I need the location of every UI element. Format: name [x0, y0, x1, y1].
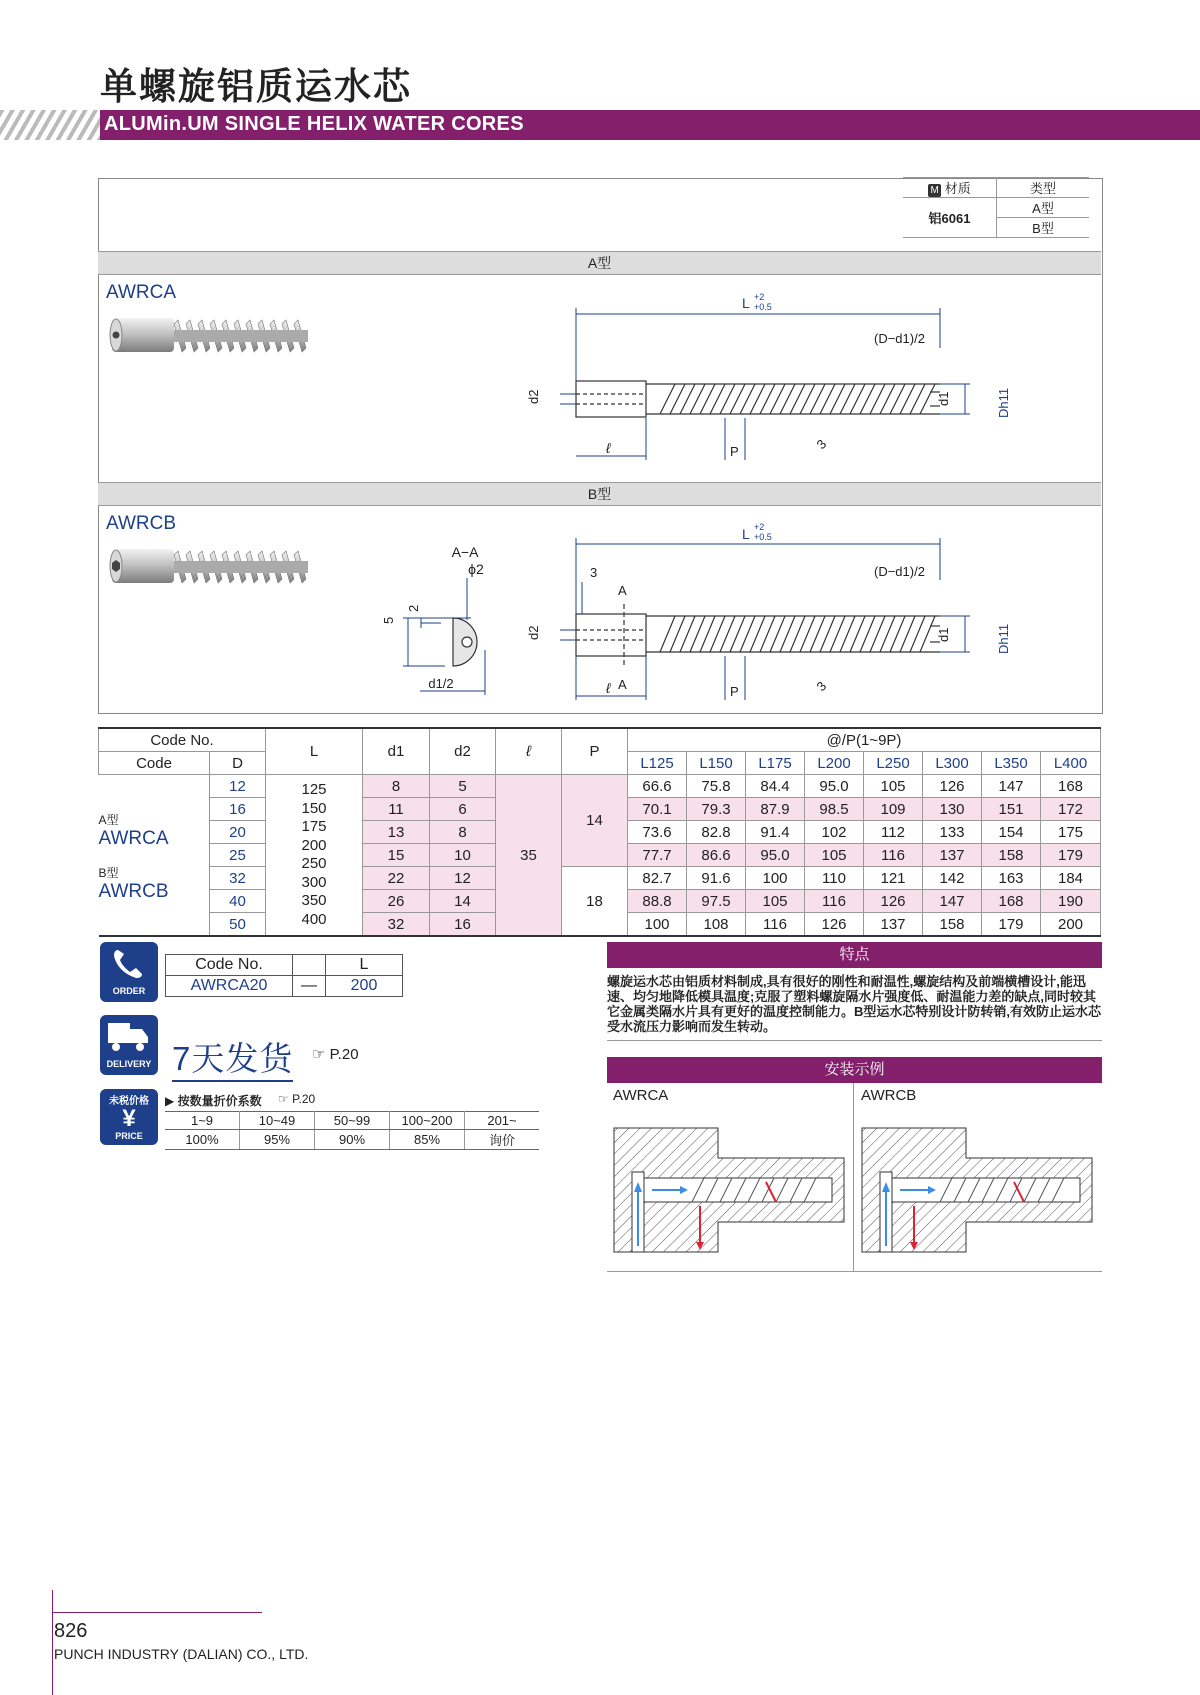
cell-price: 175 — [1041, 821, 1101, 844]
cell-d2: 6 — [430, 798, 496, 821]
cell-d2: 5 — [430, 775, 496, 798]
cell-price: 158 — [923, 913, 982, 937]
features-divider — [607, 1040, 1102, 1041]
th-L: L — [266, 728, 363, 775]
svg-text:+2: +2 — [754, 522, 765, 532]
delivery-ref: ☞ P.20 — [312, 1046, 359, 1063]
dim-b-P: P — [730, 684, 739, 699]
cell-D: 25 — [210, 844, 266, 867]
cell-price: 190 — [1041, 890, 1101, 913]
cell-price: 121 — [864, 867, 923, 890]
cell-price: 84.4 — [746, 775, 805, 798]
rate-cell: 90% — [315, 1130, 390, 1150]
cell-d1: 22 — [363, 867, 430, 890]
cell-price: 200 — [1041, 913, 1101, 937]
dim-b-d1: d1 — [936, 627, 951, 642]
features-header: 特点 — [607, 942, 1102, 968]
th-d1: d1 — [363, 728, 430, 775]
material-table — [903, 177, 1089, 238]
cell-D: 16 — [210, 798, 266, 821]
qty-cell: 100~200 — [390, 1112, 465, 1130]
cell-price: 116 — [746, 913, 805, 937]
truck-icon — [100, 1015, 158, 1057]
rate-cell: 询价 — [465, 1130, 540, 1150]
cell-price: 105 — [864, 775, 923, 798]
cell-price: 158 — [982, 844, 1041, 867]
cell-price: 79.3 — [687, 798, 746, 821]
cell-d2: 10 — [430, 844, 496, 867]
svg-text:+2: +2 — [754, 292, 765, 302]
material-badge: M — [928, 184, 941, 197]
delivery-icon: DELIVERY — [100, 1015, 158, 1075]
th-price-col: L175 — [746, 752, 805, 775]
banner-stripes — [0, 110, 100, 140]
order-L-value: 200 — [326, 976, 403, 997]
cell-price: 126 — [923, 775, 982, 798]
dim-b-d2: d2 — [526, 625, 541, 640]
code-cell: A型 AWRCA B型 AWRCB — [99, 775, 210, 937]
install-bottom-line — [607, 1271, 1102, 1272]
cell-price: 95.0 — [805, 775, 864, 798]
page-number: 826 — [54, 1620, 88, 1642]
dim-b-3b: 3 — [813, 678, 830, 695]
cell-d2: 12 — [430, 867, 496, 890]
cell-D: 20 — [210, 821, 266, 844]
svg-text:+0.5: +0.5 — [754, 302, 772, 312]
cell-d2: 14 — [430, 890, 496, 913]
cell-price: 86.6 — [687, 844, 746, 867]
dim-a-d1: d1 — [936, 391, 951, 406]
spec-table — [98, 727, 1101, 937]
cell-price: 91.4 — [746, 821, 805, 844]
cell-price: 147 — [982, 775, 1041, 798]
cell-price: 95.0 — [746, 844, 805, 867]
cell-d1: 8 — [363, 775, 430, 798]
material-header: M 材质 — [903, 178, 997, 198]
cell-P-14: 14 — [562, 775, 628, 867]
price-icon: 未税价格 ¥ PRICE — [100, 1089, 158, 1145]
delivery-days: 7天发货 — [172, 1033, 293, 1082]
price-discount-table — [165, 1111, 539, 1150]
cell-d1: 11 — [363, 798, 430, 821]
cell-price: 133 — [923, 821, 982, 844]
cell-price: 147 — [923, 890, 982, 913]
cell-d1: 32 — [363, 913, 430, 937]
drawing-a — [520, 288, 1025, 468]
series-b-label: AWRCB — [106, 513, 177, 534]
th-code-no: Code No. — [99, 728, 266, 752]
cell-price: 130 — [923, 798, 982, 821]
type-header: 类型 — [997, 178, 1090, 198]
dim-b-A-top: A — [618, 583, 627, 598]
cell-price: 151 — [982, 798, 1041, 821]
cell-price: 66.6 — [628, 775, 687, 798]
L-values-cell: 125 150 175 200 250 300 350 400 — [266, 775, 363, 937]
cell-price: 168 — [1041, 775, 1101, 798]
cell-price: 179 — [982, 913, 1041, 937]
price-ref: ☞ P.20 — [278, 1092, 316, 1106]
cell-d2: 8 — [430, 821, 496, 844]
cell-price: 100 — [746, 867, 805, 890]
cell-price: 102 — [805, 821, 864, 844]
cell-price: 137 — [923, 844, 982, 867]
dim-a-P: P — [730, 444, 739, 459]
cell-price: 179 — [1041, 844, 1101, 867]
cell-price: 116 — [805, 890, 864, 913]
dim-a-D: Dh11 — [996, 387, 1011, 418]
drawing-b — [520, 520, 1025, 710]
cell-price: 98.5 — [805, 798, 864, 821]
cell-price: 97.5 — [687, 890, 746, 913]
dim-b-3: 3 — [590, 565, 598, 580]
dim-a-L: L — [742, 295, 750, 311]
company-name: PUNCH INDUSTRY (DALIAN) CO., LTD. — [54, 1646, 309, 1662]
install-right-label: AWRCB — [861, 1087, 917, 1104]
section-phi2: ϕ2 — [468, 561, 484, 577]
order-icon: ORDER — [100, 942, 158, 1002]
cell-price: 116 — [864, 844, 923, 867]
type-b: B型 — [997, 218, 1090, 238]
cell-price: 109 — [864, 798, 923, 821]
order-code-header: Code No. — [166, 955, 293, 976]
section-5: 5 — [381, 616, 396, 624]
cell-price: 168 — [982, 890, 1041, 913]
cell-price: 142 — [923, 867, 982, 890]
cell-D: 32 — [210, 867, 266, 890]
awrca-product-photo — [108, 312, 313, 360]
cell-l: 35 — [496, 775, 562, 937]
install-a-diagram — [612, 1122, 850, 1257]
svg-text:+0.5: +0.5 — [754, 532, 772, 542]
cell-price: 87.9 — [746, 798, 805, 821]
install-header: 安装示例 — [607, 1057, 1102, 1083]
th-price-col: L350 — [982, 752, 1041, 775]
cell-price: 82.8 — [687, 821, 746, 844]
english-title: ALUMin.UM SINGLE HELIX WATER CORES — [104, 113, 524, 135]
th-price-col: L250 — [864, 752, 923, 775]
cell-price: 110 — [805, 867, 864, 890]
rate-cell: 100% — [165, 1130, 240, 1150]
type-a: A型 — [997, 198, 1090, 218]
dim-b-A-bottom: A — [618, 677, 627, 692]
cell-price: 172 — [1041, 798, 1101, 821]
rate-cell: 85% — [390, 1130, 465, 1150]
order-L-header: L — [326, 955, 403, 976]
dim-a-half: (D−d1)/2 — [874, 331, 925, 346]
footer-vline — [52, 1590, 53, 1695]
th-price-group: @/P(1~9P) — [628, 728, 1101, 752]
cell-price: 163 — [982, 867, 1041, 890]
dim-a-3: 3 — [813, 436, 830, 453]
section-b-bar: B型 — [98, 482, 1101, 506]
cell-price: 88.8 — [628, 890, 687, 913]
code-b: AWRCB — [98, 881, 169, 902]
install-divider — [853, 1083, 854, 1271]
series-a-label: AWRCA — [106, 282, 177, 303]
dim-a-l: ℓ — [606, 440, 611, 456]
order-dash: — — [293, 976, 326, 997]
th-price-col: L400 — [1041, 752, 1101, 775]
cell-price: 137 — [864, 913, 923, 937]
page-title: 单螺旋铝质运水芯 — [100, 66, 412, 107]
cell-price: 108 — [687, 913, 746, 937]
cell-price: 77.7 — [628, 844, 687, 867]
section-view-aa — [381, 540, 505, 705]
th-P: P — [562, 728, 628, 775]
qty-cell: 1~9 — [165, 1112, 240, 1130]
th-code: Code — [99, 752, 210, 775]
cell-d1: 26 — [363, 890, 430, 913]
footer-line — [52, 1612, 262, 1613]
cell-price: 154 — [982, 821, 1041, 844]
rate-cell: 95% — [240, 1130, 315, 1150]
section-a-bar: A型 — [98, 251, 1101, 275]
cell-price: 105 — [805, 844, 864, 867]
section-d1half: d1/2 — [428, 676, 454, 691]
install-left-label: AWRCA — [613, 1087, 669, 1104]
cell-d1: 13 — [363, 821, 430, 844]
cell-d2: 16 — [430, 913, 496, 937]
material-value: 铝6061 — [903, 198, 997, 238]
cell-D: 50 — [210, 913, 266, 937]
cell-price: 126 — [864, 890, 923, 913]
dim-b-L: L — [742, 526, 750, 542]
yen-icon: ¥ — [122, 1105, 136, 1132]
order-code-value: AWRCA20 — [166, 976, 293, 997]
cell-D: 40 — [210, 890, 266, 913]
dim-b-l: ℓ — [606, 680, 611, 696]
features-text: 螺旋运水芯由铝质材料制成,具有很好的刚性和耐温性,螺旋结构及前端横槽设计,能迅速、均匀地降低模具温度;克服了塑料螺旋隔水片强度低、耐温能力差的缺点,同时较其它金属类隔水片具有更好的温度控制能力。B型运水芯特别设计防转销,有效防止运水芯受水流压力影响而发生转动。 — [607, 974, 1102, 1034]
awrcb-product-photo — [108, 543, 313, 591]
section-aa-label: A−A — [451, 544, 479, 560]
dim-a-d2: d2 — [526, 389, 541, 404]
dim-b-D: Dh11 — [996, 623, 1011, 654]
cell-price: 105 — [746, 890, 805, 913]
cell-price: 112 — [864, 821, 923, 844]
qty-cell: 50~99 — [315, 1112, 390, 1130]
install-b-diagram — [860, 1122, 1098, 1257]
cell-price: 82.7 — [628, 867, 687, 890]
dim-b-half: (D−d1)/2 — [874, 564, 925, 579]
cell-price: 73.6 — [628, 821, 687, 844]
qty-cell: 201~ — [465, 1112, 540, 1130]
cell-d1: 15 — [363, 844, 430, 867]
th-D: D — [210, 752, 266, 775]
cell-price: 70.1 — [628, 798, 687, 821]
th-d2: d2 — [430, 728, 496, 775]
cell-price: 100 — [628, 913, 687, 937]
th-price-col: L300 — [923, 752, 982, 775]
section-2: 2 — [406, 604, 421, 612]
code-a: AWRCA — [98, 828, 169, 849]
qty-cell: 10~49 — [240, 1112, 315, 1130]
cell-P-18: 18 — [562, 867, 628, 937]
cell-price: 126 — [805, 913, 864, 937]
th-price-col: L150 — [687, 752, 746, 775]
cell-price: 91.6 — [687, 867, 746, 890]
price-title: ▶ 按数量折价系数 — [165, 1094, 262, 1108]
cell-D: 12 — [210, 775, 266, 798]
phone-icon — [100, 942, 158, 984]
th-price-col: L200 — [805, 752, 864, 775]
th-price-col: L125 — [628, 752, 687, 775]
order-example-table — [165, 954, 403, 997]
th-l: ℓ — [496, 728, 562, 775]
cell-price: 184 — [1041, 867, 1101, 890]
cell-price: 75.8 — [687, 775, 746, 798]
